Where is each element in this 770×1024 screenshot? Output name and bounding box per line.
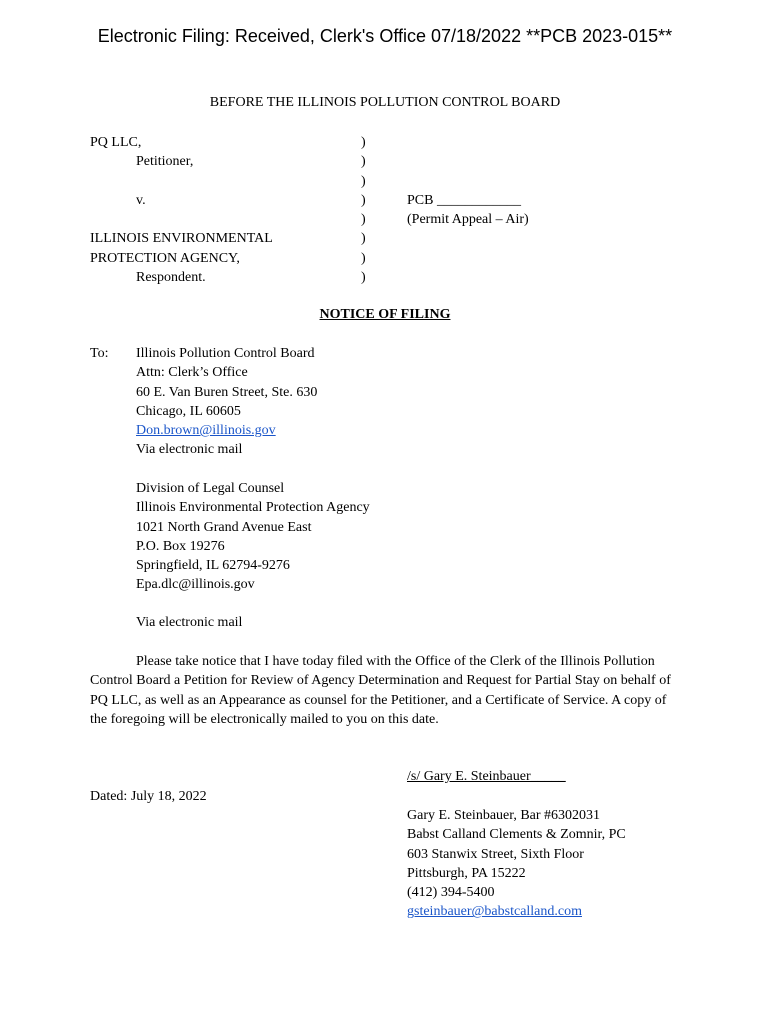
- petitioner-name: PQ LLC,: [90, 135, 142, 150]
- electronic-filing-stamp: Electronic Filing: Received, Clerk's Office 07/18/2022 **PCB 2023-015**: [97, 26, 673, 46]
- recipient-name: Illinois Pollution Control Board: [136, 346, 315, 361]
- dated-line: Dated: July 18, 2022: [90, 789, 207, 804]
- signer-firm: Babst Calland Clements & Zomnir, PC: [407, 827, 626, 843]
- paren: ): [361, 250, 366, 266]
- petitioner-role: Petitioner,: [136, 154, 194, 170]
- respondent-line2: PROTECTION AGENCY,: [90, 250, 240, 266]
- recipient-via: Via electronic mail: [136, 442, 243, 458]
- recipient-attn: Attn: Clerk’s Office: [136, 365, 248, 381]
- paren: ): [361, 192, 366, 208]
- signer-city: Pittsburgh, PA 15222: [407, 865, 526, 881]
- versus: v.: [136, 192, 146, 208]
- signer-name: Gary E. Steinbauer, Bar #6302031: [407, 808, 601, 823]
- case-type: (Permit Appeal – Air): [407, 212, 529, 228]
- case-caption-parties: [90, 133, 273, 287]
- document-title: NOTICE OF FILING: [319, 307, 451, 322]
- recipient-street: 1021 North Grand Avenue East: [136, 519, 312, 535]
- signer-email-link[interactable]: gsteinbauer@babstcalland.com: [407, 904, 582, 920]
- court-heading: BEFORE THE ILLINOIS POLLUTION CONTROL BOARD: [209, 95, 561, 110]
- recipient-email-link[interactable]: Don.brown@illinois.gov: [136, 423, 276, 439]
- recipient-agency: [136, 479, 370, 595]
- case-number: PCB ____________: [407, 193, 521, 208]
- paren: ): [361, 154, 366, 170]
- recipient-city: Chicago, IL 60605: [136, 403, 241, 419]
- paren: ): [361, 212, 366, 228]
- signer-phone: (412) 394-5400: [407, 885, 495, 901]
- paren: ): [361, 231, 366, 247]
- recipient-board: [136, 344, 317, 460]
- recipient-division: Division of Legal Counsel: [136, 481, 285, 496]
- to-label: To:: [90, 346, 109, 361]
- paren: ): [361, 173, 366, 189]
- respondent-role: Respondent.: [136, 270, 206, 286]
- paren: ): [361, 135, 366, 150]
- recipient-email: Epa.dlc@illinois.gov: [136, 577, 255, 593]
- notice-body: Please take notice that I have today filed with the Office of the Clerk of the Illinois Pollution Control Board a Petition for Review of Agency Determination and Request for Partial Stay on behalf of PQ LLC, as well as an Appearance as counsel for the Petitioner, and a Certificate of Service. A copy of the foregoing will be electronically mailed to you on this date.: [90, 654, 671, 727]
- paren: ): [361, 270, 366, 286]
- recipient-agency-name: Illinois Environmental Protection Agency: [136, 500, 370, 516]
- respondent-line1: ILLINOIS ENVIRONMENTAL: [90, 231, 273, 247]
- case-number-block: [407, 191, 529, 230]
- signer-street: 603 Stanwix Street, Sixth Floor: [407, 846, 584, 862]
- signature-block: [407, 806, 626, 922]
- recipient-street: 60 E. Van Buren Street, Ste. 630: [136, 384, 318, 400]
- recipient-city: Springfield, IL 62794-9276: [136, 558, 290, 574]
- recipient-agency-via: Via electronic mail: [136, 615, 243, 630]
- caption-parentheses: [361, 133, 366, 287]
- signature-line: /s/ Gary E. Steinbauer_____: [407, 769, 566, 784]
- recipient-po-box: P.O. Box 19276: [136, 538, 225, 554]
